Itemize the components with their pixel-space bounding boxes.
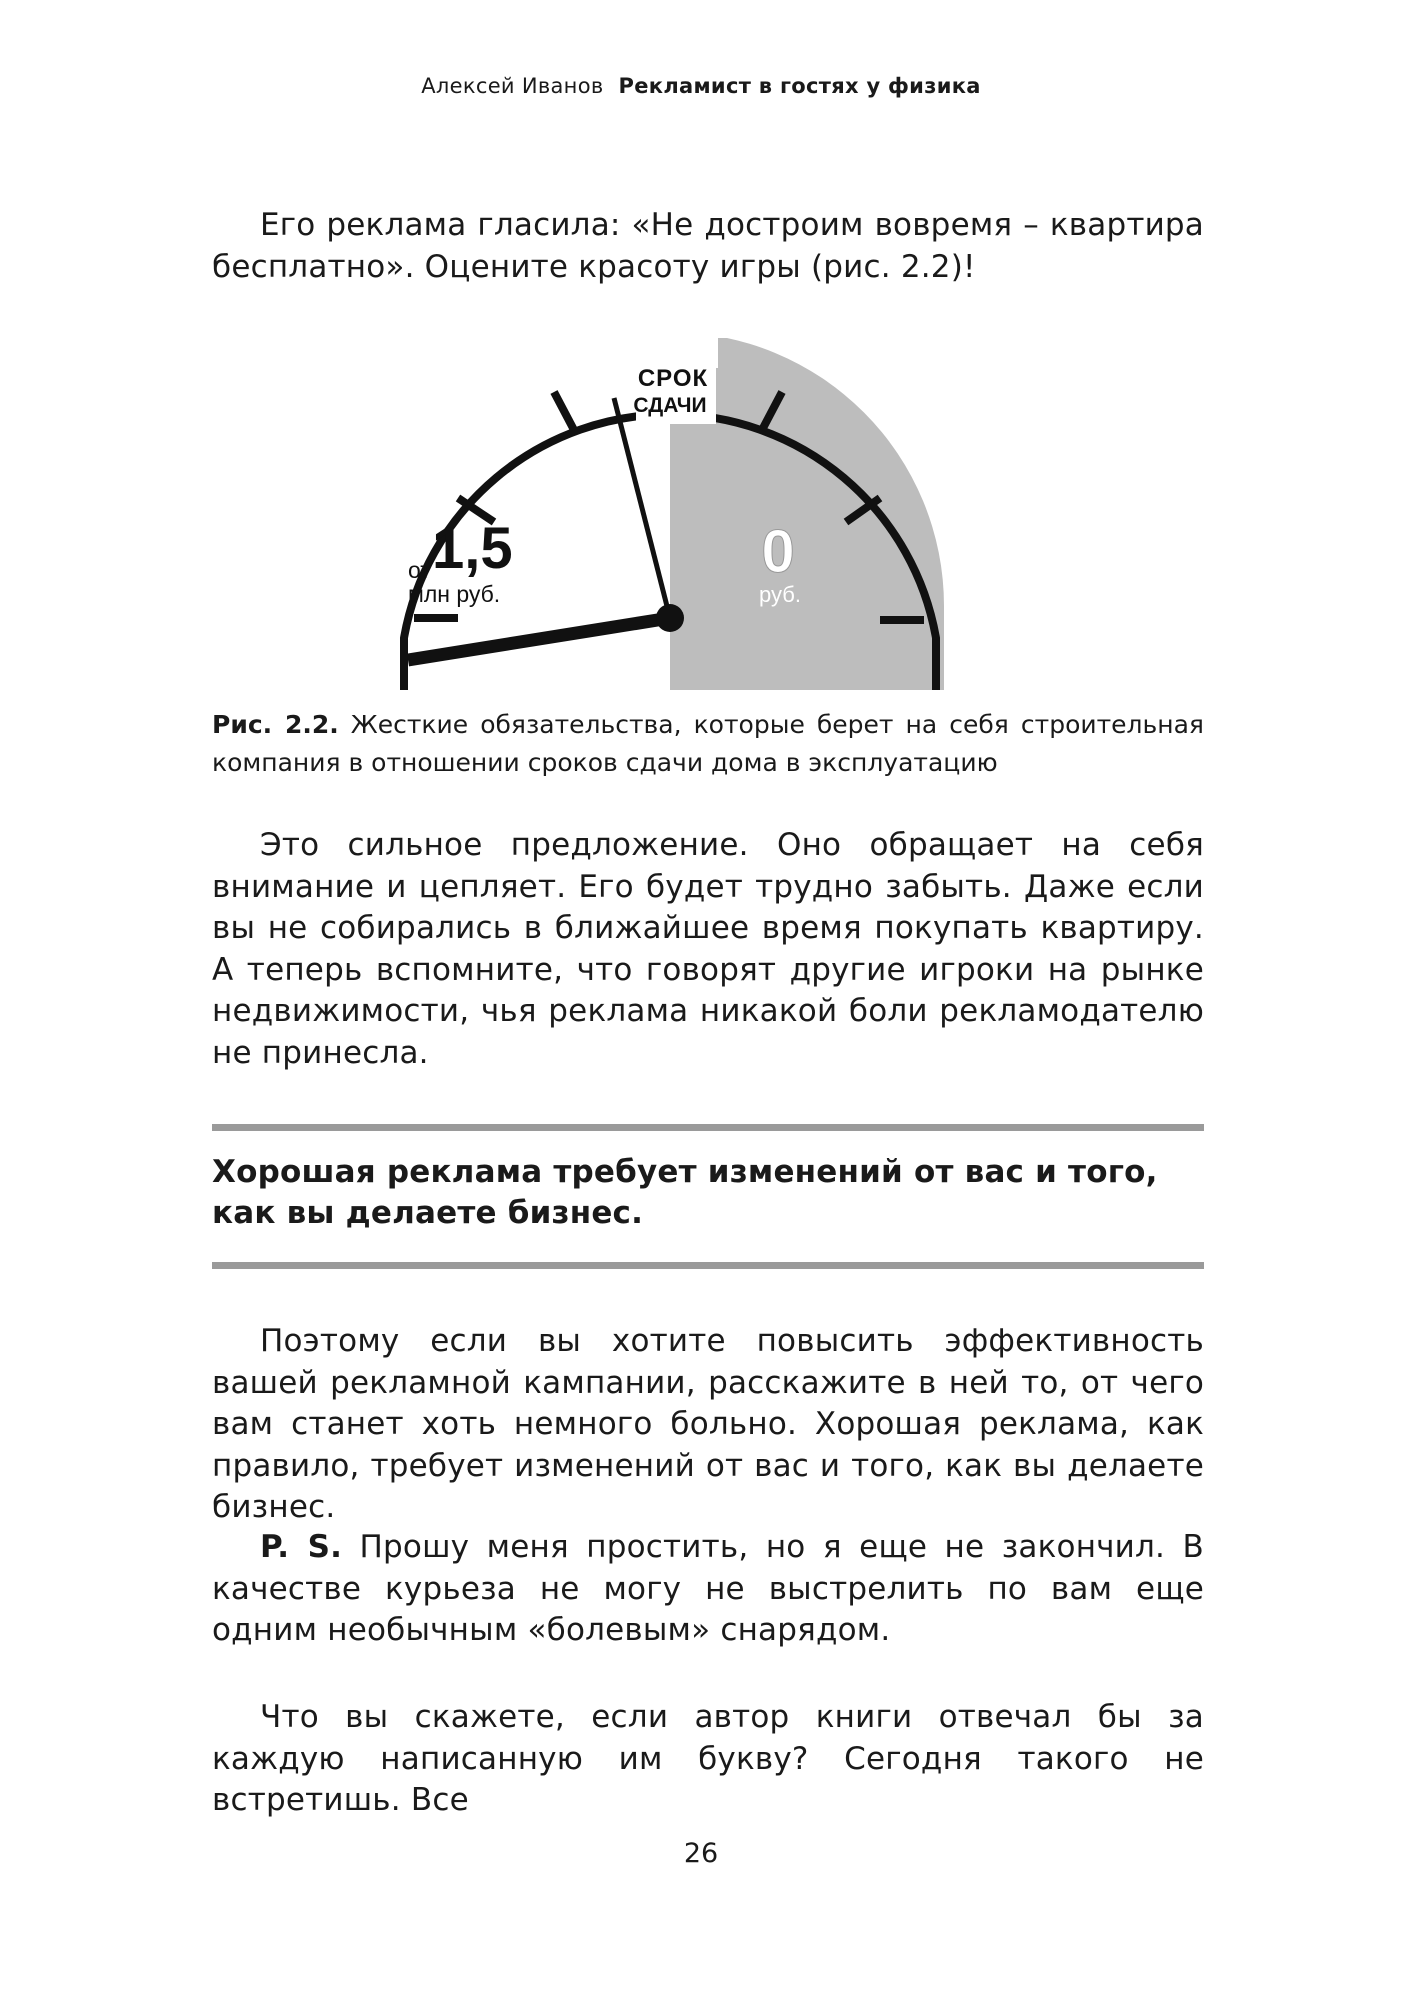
page-number: 26	[683, 1838, 719, 1869]
deadline-label-line1: СРОК	[637, 365, 709, 392]
gauge-hand-short	[408, 618, 670, 660]
tick-3	[554, 392, 574, 430]
caption-text: Жесткие обязательства, которые берет на себя строительная компания в отношении сроков сдачи дома в эксплуатацию	[212, 710, 1204, 777]
paragraph-author-question: Что вы скажете, если автор книги отвечал бы за каждую написанную им букву? Сегодня такого не встретишь. Все	[212, 1699, 1204, 1818]
gauge-hand-long	[614, 398, 670, 618]
caption-label: Рис. 2.2.	[212, 710, 339, 739]
left-unit: млн руб.	[408, 581, 501, 607]
right-unit: руб.	[759, 582, 801, 607]
header-author: Алексей Иванов	[421, 74, 604, 98]
paragraph-intro: Его реклама гласила: «Не достроим вовремя – квартира бесплатно». Оцените красоту игры (рис. 2.2)!	[212, 207, 1204, 285]
running-header	[0, 74, 1402, 98]
divider-top	[212, 1124, 1204, 1131]
postscript-lead: P. S.	[260, 1529, 343, 1565]
paragraph-postscript	[212, 1527, 1204, 1652]
paragraph-conclusion: Поэтому если вы хотите повысить эффективность вашей рекламной кампании, расскажите в ней то, от чего вам станет хоть немного больно. Хорошая реклама, как правило, требует изменений от вас и того, как вы делаете бизнес.	[212, 1323, 1204, 1525]
postscript-text: Прошу меня простить, но я еще не закончил. В качестве курьеза не могу не выстрелить по вам еще одним необычным «болевым» снарядом.	[212, 1529, 1204, 1648]
paragraph-strong-offer: Это сильное предложение. Оно обращает на себя внимание и цепляет. Его будет трудно забыть. Даже если вы не собирались в ближайшее время покупать квартиру. А теперь вспомните, что говорят другие игроки на рынке недвижимости, чья реклама никакой боли рекламодателю не принесла.	[212, 827, 1204, 1071]
deadline-gauge-figure	[396, 338, 956, 690]
deadline-label-line2: СДАЧИ	[633, 394, 707, 417]
header-book-title: Рекламист в гостях у физика	[618, 74, 981, 98]
right-value: 0	[761, 518, 795, 585]
left-value: 1,5	[432, 516, 513, 581]
highlight-callout: Хорошая реклама требует изменений от вас и того, как вы делаете бизнес.	[212, 1154, 1158, 1231]
left-prefix: от	[408, 557, 431, 583]
gauge-pivot	[656, 604, 684, 632]
divider-bottom	[212, 1262, 1204, 1269]
figure-caption	[212, 706, 1204, 782]
